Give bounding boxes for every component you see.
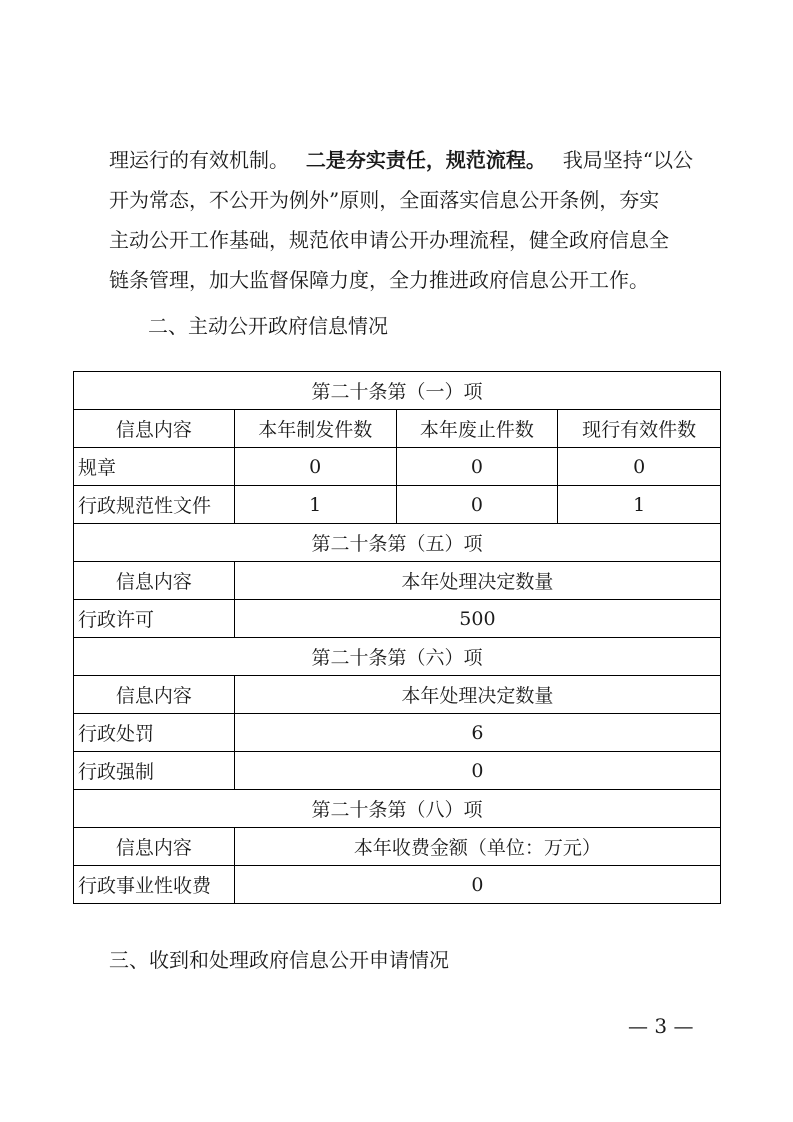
row-label: 行政规范性文件 <box>74 486 235 524</box>
column-header: 本年制发件数 <box>234 410 396 448</box>
table-cell: 0 <box>234 866 720 904</box>
row-label: 行政许可 <box>74 600 235 638</box>
table-cell: 0 <box>558 448 721 486</box>
table-header-row <box>74 410 721 448</box>
paragraph-line-2: 开为常态，不公开为例外”原则，全面落实信息公开条例，夯实 <box>109 188 660 212</box>
text-run: 理运行的有效机制。 <box>109 148 289 172</box>
table-row <box>74 714 721 752</box>
paragraph-line-1 <box>109 140 693 180</box>
table-row <box>74 752 721 790</box>
table-row <box>74 486 721 524</box>
column-header: 本年处理决定数量 <box>234 676 720 714</box>
table-section-title: 第二十条第（八）项 <box>74 790 721 828</box>
table-row <box>74 600 721 638</box>
table-section-title-row <box>74 790 721 828</box>
section-2-heading: 二、主动公开政府信息情况 <box>148 314 388 338</box>
bold-text-run: 二是夯实责任，规范流程。 <box>305 148 546 172</box>
row-label: 行政处罚 <box>74 714 235 752</box>
table-header-row <box>74 562 721 600</box>
column-header: 信息内容 <box>74 562 235 600</box>
column-header: 本年处理决定数量 <box>234 562 720 600</box>
table-cell: 0 <box>234 448 396 486</box>
column-header: 信息内容 <box>74 410 235 448</box>
page-number: — 3 — <box>628 1014 694 1038</box>
table-section-title-row <box>74 372 721 410</box>
table-cell: 0 <box>234 752 720 790</box>
table-row <box>74 866 721 904</box>
table-cell: 1 <box>558 486 721 524</box>
column-header: 信息内容 <box>74 828 235 866</box>
table-cell: 500 <box>234 600 720 638</box>
row-label: 规章 <box>74 448 235 486</box>
paragraph-line-3: 主动公开工作基础，规范依申请公开办理流程，健全政府信息全 <box>109 228 669 252</box>
table-header-row <box>74 676 721 714</box>
column-header: 本年废止件数 <box>396 410 558 448</box>
table-section-title-row <box>74 524 721 562</box>
text-run: 我局坚持“以公 <box>562 148 693 172</box>
column-header: 现行有效件数 <box>558 410 721 448</box>
section-3-heading: 三、收到和处理政府信息公开申请情况 <box>109 948 449 972</box>
table-row <box>74 448 721 486</box>
table-header-row <box>74 828 721 866</box>
disclosure-table <box>73 371 721 904</box>
table-cell: 0 <box>396 486 558 524</box>
row-label: 行政事业性收费 <box>74 866 235 904</box>
table-cell: 1 <box>234 486 396 524</box>
column-header: 信息内容 <box>74 676 235 714</box>
column-header: 本年收费金额（单位：万元） <box>234 828 720 866</box>
table-section-title: 第二十条第（六）项 <box>74 638 721 676</box>
table-section-title: 第二十条第（五）项 <box>74 524 721 562</box>
table-cell: 6 <box>234 714 720 752</box>
table-section-title: 第二十条第（一）项 <box>74 372 721 410</box>
row-label: 行政强制 <box>74 752 235 790</box>
body-paragraph <box>109 140 693 300</box>
paragraph-line-4: 链条管理，加大监督保障力度，全力推进政府信息公开工作。 <box>109 268 649 292</box>
table-cell: 0 <box>396 448 558 486</box>
table-section-title-row <box>74 638 721 676</box>
